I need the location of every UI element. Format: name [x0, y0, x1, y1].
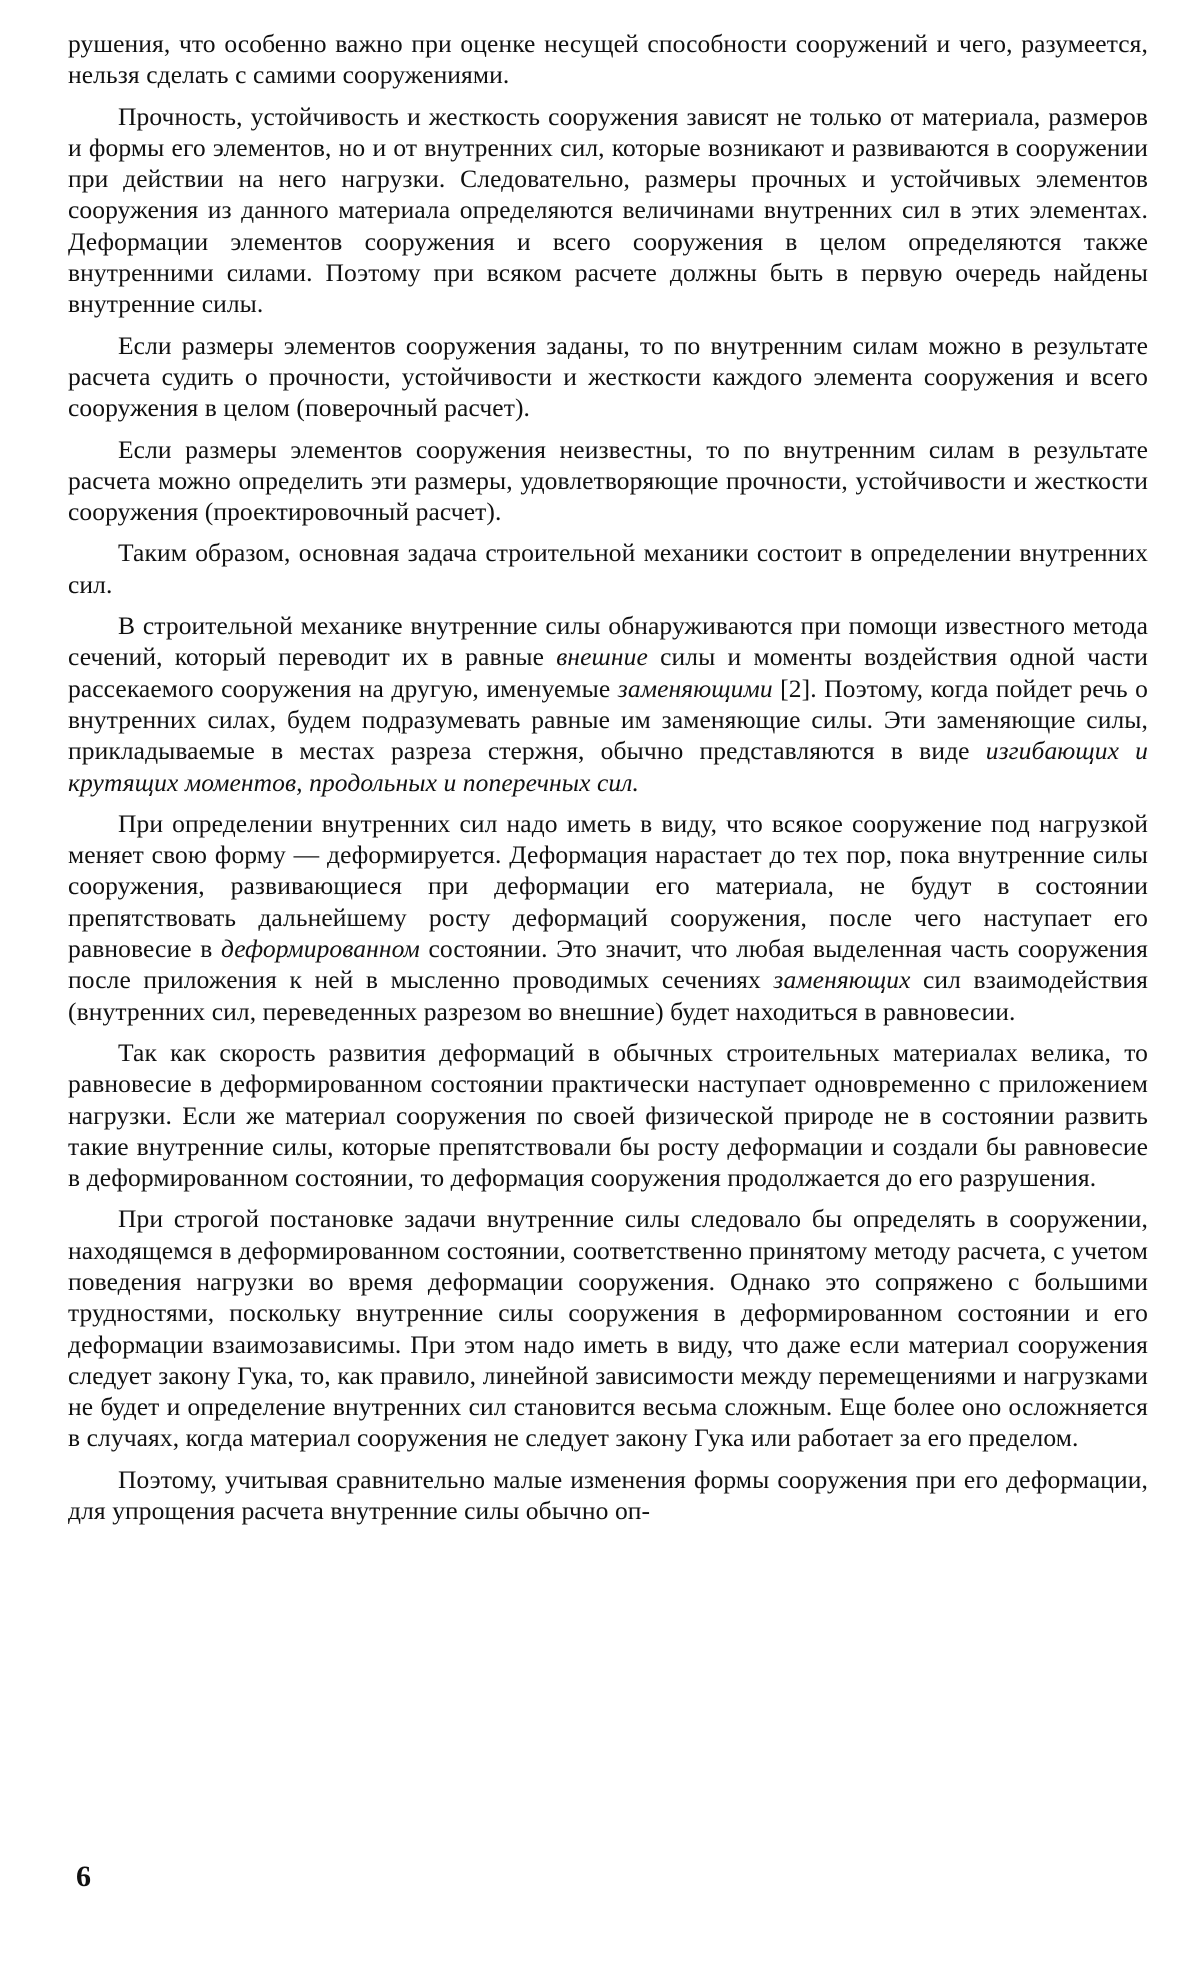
paragraph-2-text: Прочность, устойчивость и жесткость сооружения зависят не только от материала, размеров и формы его элементов, но и от внутренних сил, которые возникают и развиваются в сооружении при действии на него нагрузки. Следовательно, размеры прочных и устойчивых элементов сооружения из данного материала определяются величинами внутренних сил в этих элементах. Деформации элементов сооружения и всего сооружения в целом определяются также внутренними силами. Поэтому при всяком расчете должны быть в первую очередь найдены внутренние силы.	[68, 101, 1148, 319]
paragraph-6-italic-c: изгибающих и крутящих моментов, продольных и поперечных сил.	[68, 736, 1148, 797]
paragraph-1	[68, 28, 1148, 91]
paragraph-7-text-b: состоянии. Это значит, что любая выделенная часть сооружения после приложения к ней в мысленно проводимых сечениях	[68, 934, 1148, 995]
paragraph-10	[68, 1464, 1148, 1527]
paragraph-6-italic-b: заменяющими	[617, 673, 773, 703]
paragraph-8	[68, 1037, 1148, 1193]
paragraph-1-text: рушения, что особенно важно при оценке несущей способности сооружений и чего, разумеется, нельзя сделать с самими сооружениями.	[68, 29, 1148, 90]
page-body	[68, 28, 1148, 1536]
paragraph-4-text: Если размеры элементов сооружения неизвестны, то по внутренним силам в результате расчета можно определить эти размеры, удовлетворяющие прочности, устойчивости и жесткости сооружения (проектировочный расчет).	[68, 434, 1148, 527]
paragraph-5-text: Таким образом, основная задача строительной механики состоит в определении внутренних сил.	[68, 538, 1148, 599]
paragraph-7-italic-b: заменяющих	[773, 965, 911, 995]
paragraph-2	[68, 101, 1148, 320]
page-number: 6	[76, 1860, 91, 1893]
paragraph-6-text-c: [2]. Поэтому, когда пойдет речь о внутренних силах, будем подразумевать равные им заменяющие силы. Эти заменяющие силы, прикладываемые в местах разреза стержня, обычно представляются в виде	[68, 673, 1148, 766]
paragraph-5	[68, 537, 1148, 600]
paragraph-6-text-a: В строительной механике внутренние силы обнаруживаются при помощи известного метода сечений, который переводит их в равные	[68, 611, 1148, 672]
paragraph-7-italic-a: деформированном	[220, 934, 420, 964]
paragraph-9	[68, 1203, 1148, 1453]
paragraph-9-text: При строгой постановке задачи внутренние силы следовало бы определять в сооружении, находящемся в деформированном состоянии, соответственно принятому методу расчета, с учетом поведения нагрузки во время деформации сооружения. Однако это сопряжено с большими трудностями, поскольку внутренние силы сооружения в деформированном состоянии и его деформации взаимозависимы. При этом надо иметь в виду, что даже если материал сооружения следует закону Гука, то, как правило, линейной зависимости между перемещениями и нагрузками не будет и определение внутренних сил становится весьма сложным. Еще более оно осложняется в случаях, когда материал сооружения не следует закону Гука или работает за его пределом.	[68, 1204, 1148, 1453]
paragraph-6	[68, 610, 1148, 798]
paragraph-8-text: Так как скорость развития деформаций в обычных строительных материалах велика, то равновесие в деформированном состоянии практически наступает одновременно с приложением нагрузки. Если же материал сооружения по своей физической природе не в состоянии развить такие внутренние силы, которые препятствовали бы росту деформации и создали бы равновесие в деформированном состоянии, то деформация сооружения продолжается до его разрушения.	[68, 1037, 1148, 1193]
paragraph-3	[68, 330, 1148, 424]
paragraph-7-text-a: При определении внутренних сил надо иметь в виду, что всякое сооружение под нагрузкой меняет свою форму — деформируется. Деформация нарастает до тех пор, пока внутренние силы сооружения, развивающиеся при деформации его материала, не будут в состоянии препятствовать дальнейшему росту деформаций сооружения, после чего наступает его равновесие в	[68, 808, 1148, 964]
paragraph-7-text-c: сил взаимодействия (внутренних сил, переведенных разрезом во внешние) будет находиться в равновесии.	[68, 965, 1148, 1026]
paragraph-3-text: Если размеры элементов сооружения заданы, то по внутренним силам можно в результате расчета судить о прочности, устойчивости и жесткости каждого элемента сооружения и всего сооружения в целом (поверочный расчет).	[68, 330, 1148, 423]
paragraph-10-text: Поэтому, учитывая сравнительно малые изменения формы сооружения при его деформации, для упрощения расчета внутренние силы обычно оп-	[68, 1464, 1148, 1526]
paragraph-6-italic-a: внешние	[556, 642, 648, 672]
paragraph-7	[68, 808, 1148, 1027]
paragraph-4	[68, 434, 1148, 528]
paragraph-6-text-b: силы и моменты воздействия одной части рассекаемого сооружения на другую, именуемые	[68, 642, 1148, 703]
